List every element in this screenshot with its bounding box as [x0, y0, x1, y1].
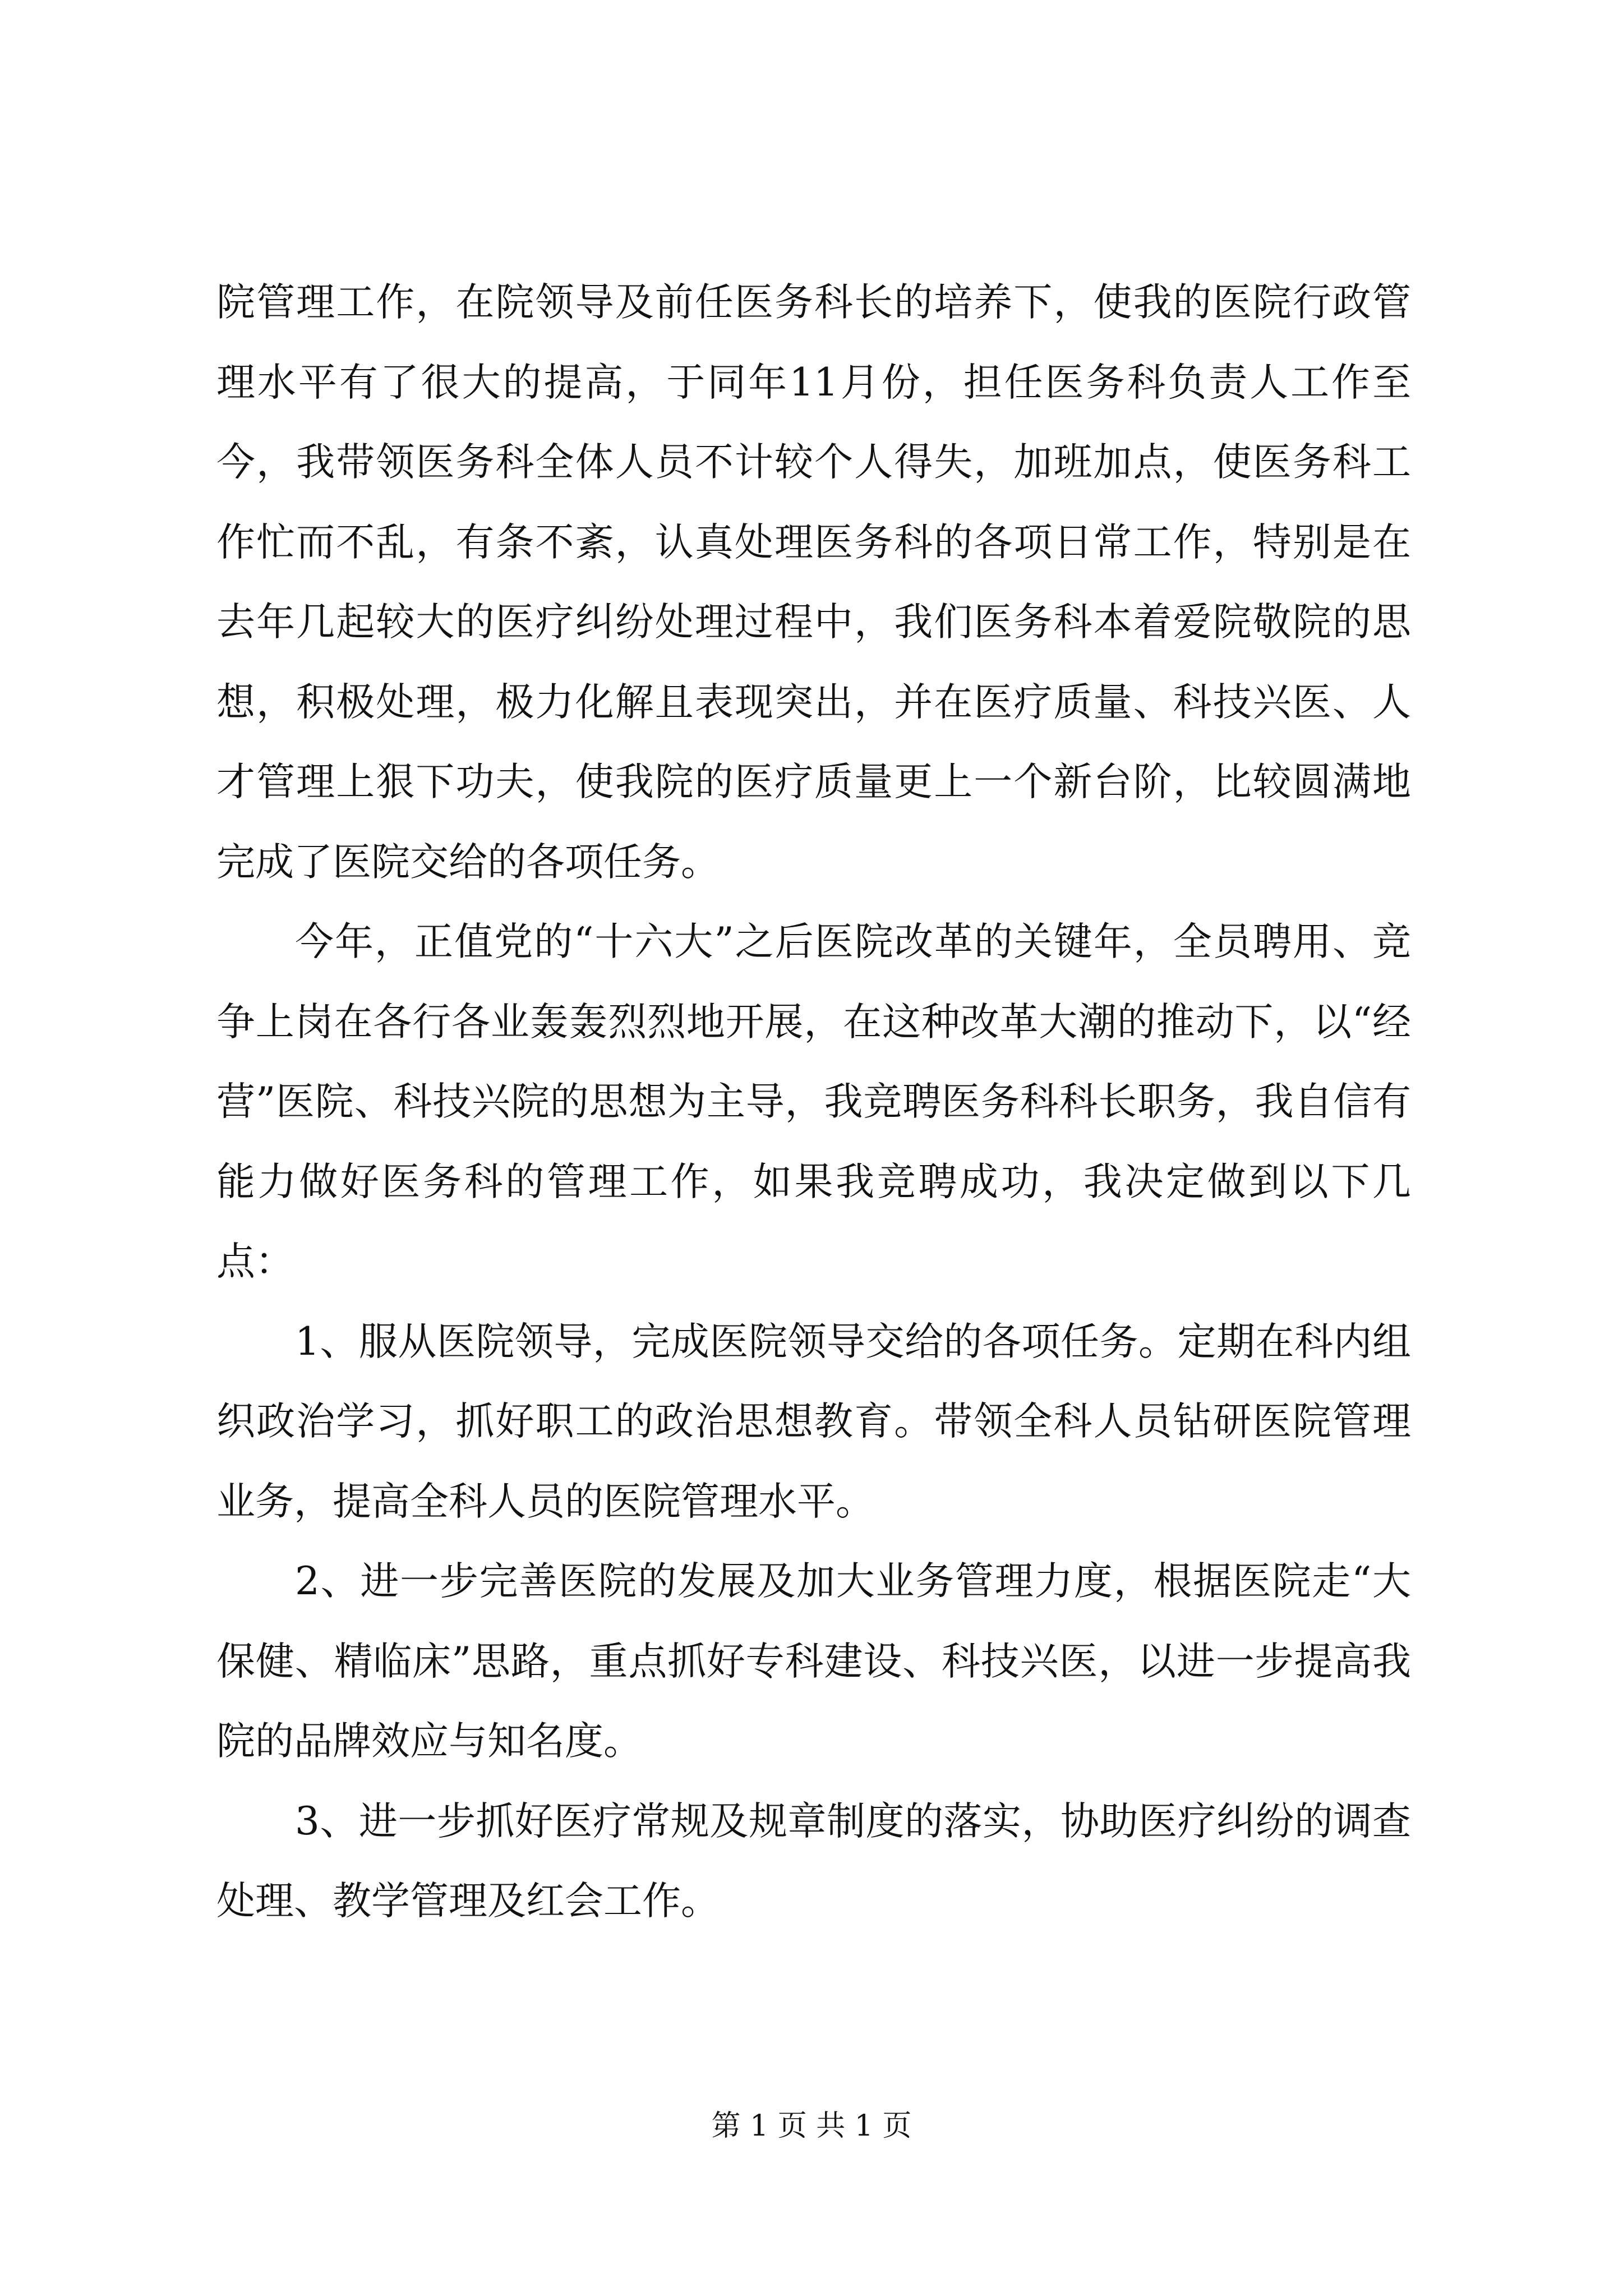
paragraph-4: 2、进一步完善医院的发展及加大业务管理力度，根据医院走“大保健、精临床”思路，重点抓好专科建设、科技兴医，以进一步提高我院的品牌效应与知名度。 [216, 1559, 1411, 1764]
paragraph-1: 院管理工作，在院领导及前任医务科长的培养下，使我的医院行政管理水平有了很大的提高，于同年11月份，担任医务科负责人工作至今，我带领医务科全体人员不计较个人得失，加班加点，使医务科工作忙而不乱，有条不紊，认真处理医务科的各项日常工作，特别是在去年几起较大的医疗纠纷处理过程中，我们医务科本着爱院敬院的思想，积极处理，极力化解且表现突出，并在医疗质量、科技兴医、人才管理上狠下功夫，使我院的医疗质量更上一个新台阶，比较圆满地完成了医院交给的各项任务。 [216, 280, 1411, 885]
paragraph-2: 今年，正值党的“十六大”之后医院改革的关键年，全员聘用、竞争上岗在各行各业轰轰烈烈地开展，在这种改革大潮的推动下，以“经营”医院、科技兴院的思想为主导，我竞聘医务科科长职务，我自信有能力做好医务科的管理工作，如果我竞聘成功，我决定做到以下几点： [216, 919, 1411, 1284]
page-footer: 第 1 页 共 1 页 [711, 2109, 912, 2143]
paragraph-5: 3、进一步抓好医疗常规及规章制度的落实，协助医疗纠纷的调查处理、教学管理及红会工作。 [216, 1798, 1411, 1924]
document-body [216, 263, 1411, 1941]
paragraph-3: 1、服从医院领导，完成医院领导交给的各项任务。定期在科内组织政治学习，抓好职工的政治思想教育。带领全科人员钻研医院管理业务，提高全科人员的医院管理水平。 [216, 1319, 1411, 1524]
